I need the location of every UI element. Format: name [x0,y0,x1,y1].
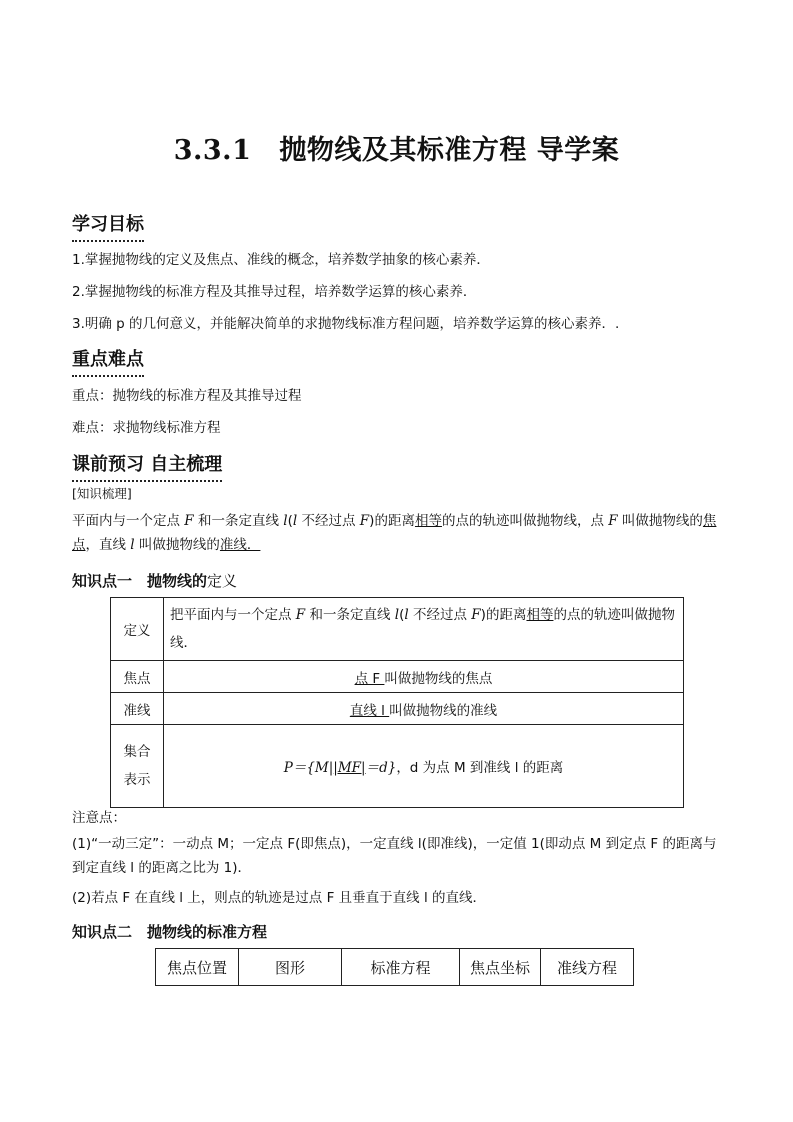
focus-text: 点 F 叫做抛物线的焦点 [164,661,684,693]
table-header-row [156,949,634,986]
table-row [111,661,684,693]
table-row [111,725,684,808]
header-graph: 图形 [239,949,342,986]
section-heading-goals: 学习目标 [72,210,144,242]
header-directrix-equation: 准线方程 [541,949,634,986]
goal-item-1: 1.掌握抛物线的定义及焦点、准线的概念，培养数学抽象的核心素养． [72,252,490,268]
notes-heading: 注意点： [72,810,126,826]
row-label-definition: 定义 [111,598,164,661]
row-label-set: 集合 表示 [111,725,164,808]
set-expression: P＝{M||MF|＝d}，d 为点 M 到准线 l 的距离 [164,725,684,808]
header-standard-equation: 标准方程 [342,949,460,986]
goal-item-2: 2.掌握抛物线的标准方程及其推导过程，培养数学运算的核心素养． [72,284,477,300]
goal-item-3: 3.明确 p 的几何意义，并能解决简单的求抛物线标准方程问题，培养数学运算的核心素养．. [72,316,620,332]
page-title [0,128,793,167]
table-row [111,693,684,725]
definition-text: 把平面内与一个定点 F 和一条定直线 l(l 不经过点 F)的距离相等的点的轨迹叫做抛物线． [164,598,684,661]
knowledge-point-1-heading: 知识点一 抛物线的定义 [72,572,238,590]
knowledge-tag: [知识梳理] [72,486,132,501]
title-number: 3.3.1 [173,135,252,166]
row-label-directrix: 准线 [111,693,164,725]
title-text: 抛物线及其标准方程 导学案 [279,135,620,166]
key-point: 重点：抛物线的标准方程及其推导过程 [72,388,302,404]
header-focus-position: 焦点位置 [156,949,239,986]
section-heading-keypoints: 重点难点 [72,345,144,377]
standard-equation-table [155,948,634,986]
preview-paragraph: 平面内与一个定点 F 和一条定直线 l(l 不经过点 F)的距离相等的点的轨迹叫做抛物线，点 F 叫做抛物线的焦点，直线 l 叫做抛物线的准线． [72,513,717,553]
knowledge-point-2-heading: 知识点二 抛物线的标准方程 [72,923,268,941]
table-row [111,598,684,661]
note-1: (1)“一动三定”：一动点 M；一定点 F(即焦点)，一定直线 l(即准线)，一定值 1(即动点 M 到定点 F 的距离与到定直线 l 的距离之比为 1)． [72,836,717,876]
note-2: (2)若点 F 在直线 l 上，则点的轨迹是过点 F 且垂直于直线 l 的直线． [72,890,486,906]
definition-table [110,597,684,808]
directrix-text: 直线 l 叫做抛物线的准线 [164,693,684,725]
section-heading-preview: 课前预习 自主梳理 [72,450,222,482]
difficult-point: 难点：求抛物线标准方程 [72,420,221,436]
row-label-focus: 焦点 [111,661,164,693]
header-focus-coordinates: 焦点坐标 [460,949,541,986]
